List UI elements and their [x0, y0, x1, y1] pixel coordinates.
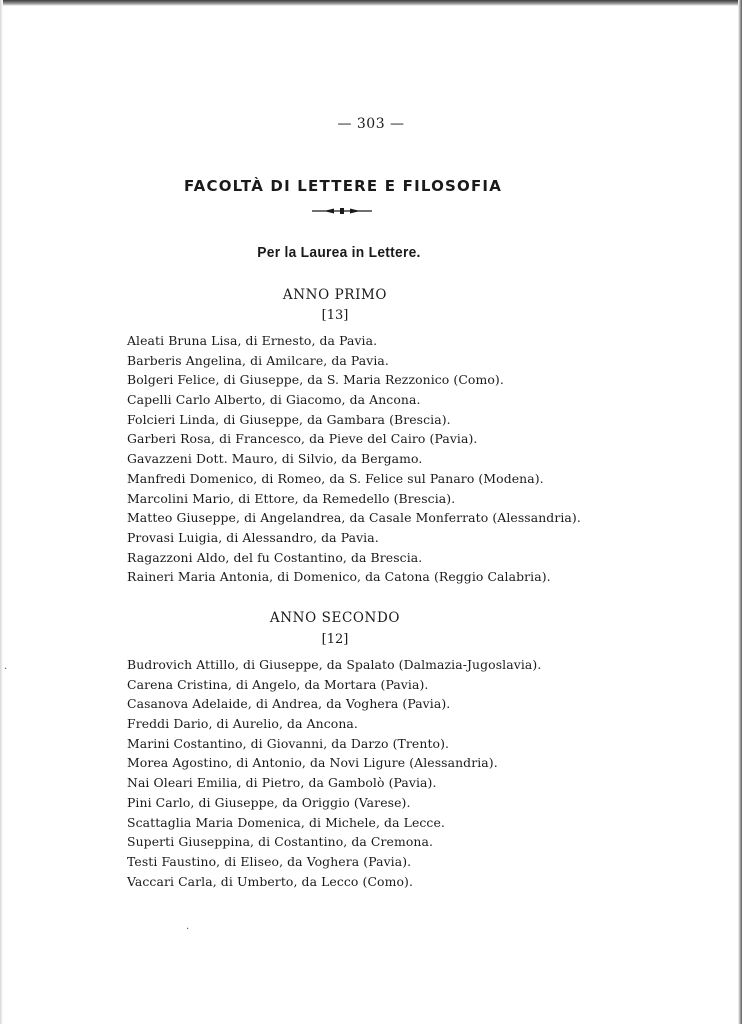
- scan-left-edge: [0, 0, 3, 1024]
- student-entry: Raineri Maria Antonia, di Domenico, da Catona (Reggio Calabria).: [127, 569, 551, 585]
- scan-margin-mark: ·: [4, 664, 8, 675]
- student-entry: Gavazzeni Dott. Mauro, di Silvio, da Bergamo.: [127, 451, 423, 467]
- student-entry: Provasi Luigia, di Alessandro, da Pavia.: [127, 529, 379, 545]
- student-entry: Matteo Giuseppe, di Angelandrea, da Casale Monferrato (Alessandria).: [127, 510, 581, 526]
- student-entry: Capelli Carlo Alberto, di Giacomo, da Ancona.: [127, 392, 421, 408]
- scan-right-border: [738, 0, 742, 1024]
- student-entry: Marcolini Mario, di Ettore, da Remedello (Brescia).: [127, 490, 456, 506]
- student-list-anno-primo: [127, 331, 581, 587]
- student-entry: Casanova Adelaide, di Andrea, da Voghera (Pavia).: [127, 696, 451, 712]
- section-heading-anno-secondo: ANNO SECONDO: [269, 610, 401, 626]
- student-entry: Carena Cristina, di Angelo, da Mortara (Pavia).: [127, 676, 429, 692]
- student-entry: Superti Giuseppina, di Costantino, da Cremona.: [127, 834, 433, 850]
- scan-top-border: [0, 0, 742, 6]
- section-heading-anno-primo: ANNO PRIMO: [282, 287, 388, 303]
- section-count-anno-secondo: [12]: [321, 632, 349, 647]
- student-entry: Ragazzoni Aldo, del fu Costantino, da Brescia.: [127, 549, 423, 565]
- student-entry: Morea Agostino, di Antonio, da Novi Ligure (Alessandria).: [127, 755, 498, 771]
- student-entry: Marini Costantino, di Giovanni, da Darzo (Trento).: [127, 735, 450, 751]
- student-entry: Vaccari Carla, di Umberto, da Lecco (Como).: [127, 873, 413, 889]
- page-number: — 303 —: [337, 116, 405, 132]
- degree-title: Per la Laurea in Lettere.: [257, 244, 421, 261]
- student-entry: Manfredi Domenico, di Romeo, da S. Felice sul Panaro (Modena).: [127, 470, 544, 486]
- student-entry: Pini Carlo, di Giuseppe, da Origgio (Varese).: [127, 794, 411, 810]
- student-entry: Garberi Rosa, di Francesco, da Pieve del Cairo (Pavia).: [127, 431, 478, 447]
- student-list-anno-secondo: [127, 655, 541, 891]
- student-entry: Bolgeri Felice, di Giuseppe, da S. Maria Rezzonico (Como).: [127, 372, 504, 388]
- student-entry: Aleati Bruna Lisa, di Ernesto, da Pavia.: [127, 333, 378, 348]
- student-entry: Nai Oleari Emilia, di Pietro, da Gambolò (Pavia).: [127, 775, 437, 791]
- student-entry: Barberis Angelina, di Amilcare, da Pavia.: [127, 352, 389, 368]
- student-entry: Testi Faustino, di Eliseo, da Voghera (Pavia).: [127, 853, 412, 869]
- section-count-anno-primo: [13]: [321, 308, 349, 323]
- student-entry: Budrovich Attillo, di Giuseppe, da Spalato (Dalmazia-Jugoslavia).: [127, 657, 542, 672]
- title-ornament: [310, 205, 374, 217]
- student-entry: Folcieri Linda, di Giuseppe, da Gambara (Brescia).: [127, 411, 451, 427]
- student-entry: Scattaglia Maria Domenica, di Michele, da Lecce.: [127, 814, 445, 830]
- scan-speck-mark: ·: [186, 924, 190, 935]
- student-entry: Freddi Dario, di Aurelio, da Ancona.: [127, 716, 358, 732]
- faculty-title: FACOLTÀ DI LETTERE E FILOSOFIA: [183, 177, 503, 195]
